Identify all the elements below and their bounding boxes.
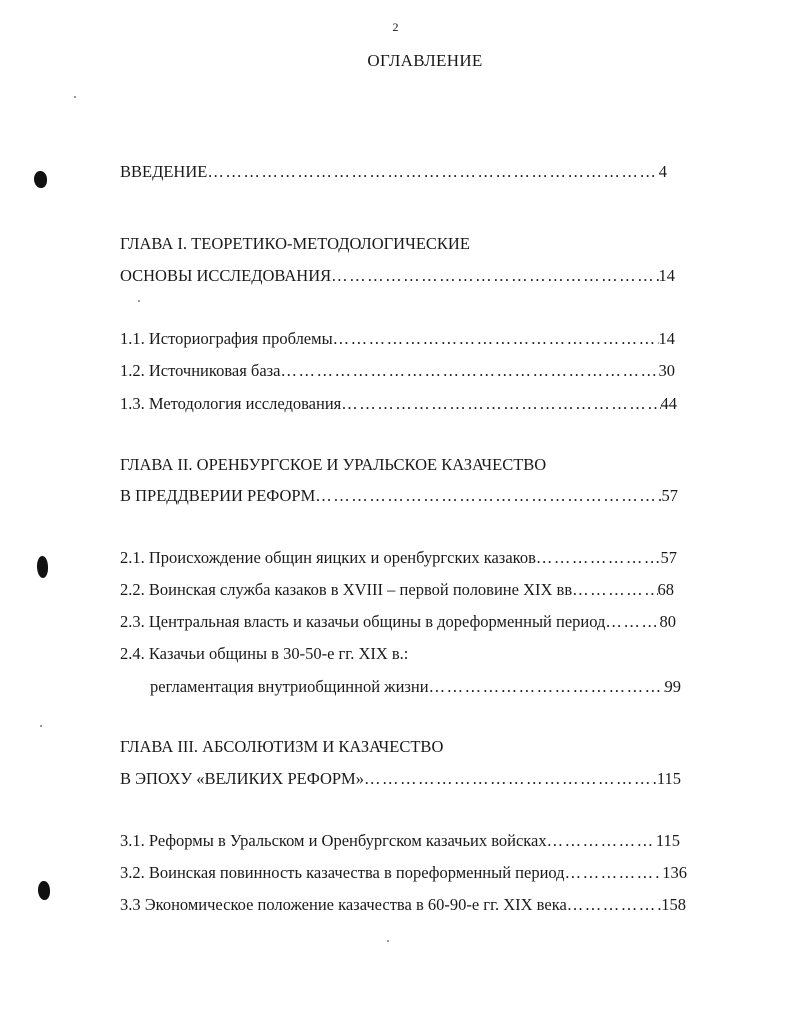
toc-entry-page: 14 xyxy=(658,329,675,348)
toc-entry-page: 115 xyxy=(655,831,680,850)
toc-entry-text: 1.3. Методология исследования xyxy=(120,394,342,413)
toc-entry-2-1 xyxy=(120,548,677,568)
leader-dots xyxy=(281,361,659,381)
page-number: 2 xyxy=(392,20,399,34)
scan-speck xyxy=(74,96,76,98)
toc-entry-page: 57 xyxy=(660,548,677,567)
toc-entry-text: 2.2. Воинская служба казаков в XVIII – первой половине XIX вв xyxy=(120,580,573,599)
leader-dots xyxy=(567,895,661,915)
leader-dots xyxy=(333,329,659,349)
toc-entry-page: 44 xyxy=(660,394,677,413)
toc-entry-introduction xyxy=(120,162,667,182)
leader-dots xyxy=(315,486,661,506)
toc-entry-1-3 xyxy=(120,394,677,414)
toc-entry-page: 30 xyxy=(658,361,675,380)
scan-speck xyxy=(138,300,140,302)
leader-dots xyxy=(331,266,658,286)
toc-entry-2-4 xyxy=(150,677,681,697)
toc-entry-1-1 xyxy=(120,329,675,349)
toc-entry-2-2 xyxy=(120,580,674,600)
leader-dots xyxy=(572,580,657,600)
leader-dots xyxy=(207,162,658,182)
toc-entry-text: 3.1. Реформы в Уральском и Оренбургском казачьих войсках xyxy=(120,831,547,850)
toc-entry-page: 57 xyxy=(661,486,678,505)
toc-entry-text: ГЛАВА II. ОРЕНБУРГСКОЕ И УРАЛЬСКОЕ КАЗАЧЕСТВО xyxy=(120,455,547,474)
toc-entry-chapter-3 xyxy=(120,769,681,789)
leader-dots xyxy=(429,677,665,697)
punch-hole-mark xyxy=(38,881,50,900)
toc-entry-1-2 xyxy=(120,361,675,381)
toc-entry-2-4-heading xyxy=(120,644,408,664)
toc-entry-page: 136 xyxy=(662,863,687,882)
toc-chapter-heading xyxy=(120,234,470,254)
toc-entry-text: регламентация внутриобщинной жизни xyxy=(150,677,429,696)
toc-entry-text: В ПРЕДДВЕРИИ РЕФОРМ xyxy=(120,486,316,505)
toc-chapter-heading xyxy=(120,737,443,757)
toc-entry-text: 2.3. Центральная власть и казачьи общины в дореформенный период xyxy=(120,612,606,631)
toc-entry-chapter-1 xyxy=(120,266,675,286)
toc-entry-3-2 xyxy=(120,863,687,883)
toc-entry-page: 80 xyxy=(659,612,676,631)
toc-entry-page: 4 xyxy=(658,162,667,181)
punch-hole-mark xyxy=(34,171,47,188)
toc-entry-3-1 xyxy=(120,831,680,851)
leader-dots xyxy=(364,769,657,789)
toc-entry-text: 3.2. Воинская повинность казачества в пореформенный период xyxy=(120,863,565,882)
scan-speck xyxy=(40,725,42,727)
toc-chapter-heading xyxy=(120,455,546,475)
scan-speck xyxy=(387,940,389,942)
leader-dots xyxy=(565,863,663,883)
leader-dots xyxy=(547,831,656,851)
toc-entry-text: 1.2. Источниковая база xyxy=(120,361,281,380)
toc-entry-text: 2.1. Происхождение общин яицких и оренбургских казаков xyxy=(120,548,536,567)
toc-entry-page: 99 xyxy=(664,677,681,696)
toc-entry-3-3 xyxy=(120,895,686,915)
toc-entry-text: 2.4. Казачьи общины в 30-50-е гг. XIX в.: xyxy=(120,644,409,663)
toc-entry-page: 14 xyxy=(658,266,675,285)
leader-dots xyxy=(605,612,659,632)
toc-entry-text: ОСНОВЫ ИССЛЕДОВАНИЯ xyxy=(120,266,332,285)
toc-entry-2-3 xyxy=(120,612,676,632)
toc-entry-text: В ЭПОХУ «ВЕЛИКИХ РЕФОРМ» xyxy=(120,769,364,788)
leader-dots xyxy=(536,548,661,568)
toc-entry-page: 68 xyxy=(657,580,674,599)
toc-entry-page: 158 xyxy=(661,895,686,914)
toc-entry-text: 1.1. Историография проблемы xyxy=(120,329,333,348)
page-title: ОГЛАВЛЕНИЕ xyxy=(367,51,483,70)
leader-dots xyxy=(341,394,660,414)
toc-entry-page: 115 xyxy=(656,769,681,788)
punch-hole-mark xyxy=(37,556,48,578)
toc-entry-text: ВВЕДЕНИЕ xyxy=(120,162,208,181)
toc-entry-text: ГЛАВА III. АБСОЛЮТИЗМ И КАЗАЧЕСТВО xyxy=(120,737,444,756)
toc-entry-text: ГЛАВА I. ТЕОРЕТИКО-МЕТОДОЛОГИЧЕСКИЕ xyxy=(120,234,470,253)
toc-entry-text: 3.3 Экономическое положение казачества в 60-90-е гг. XIX века xyxy=(120,895,567,914)
toc-entry-chapter-2 xyxy=(120,486,678,506)
